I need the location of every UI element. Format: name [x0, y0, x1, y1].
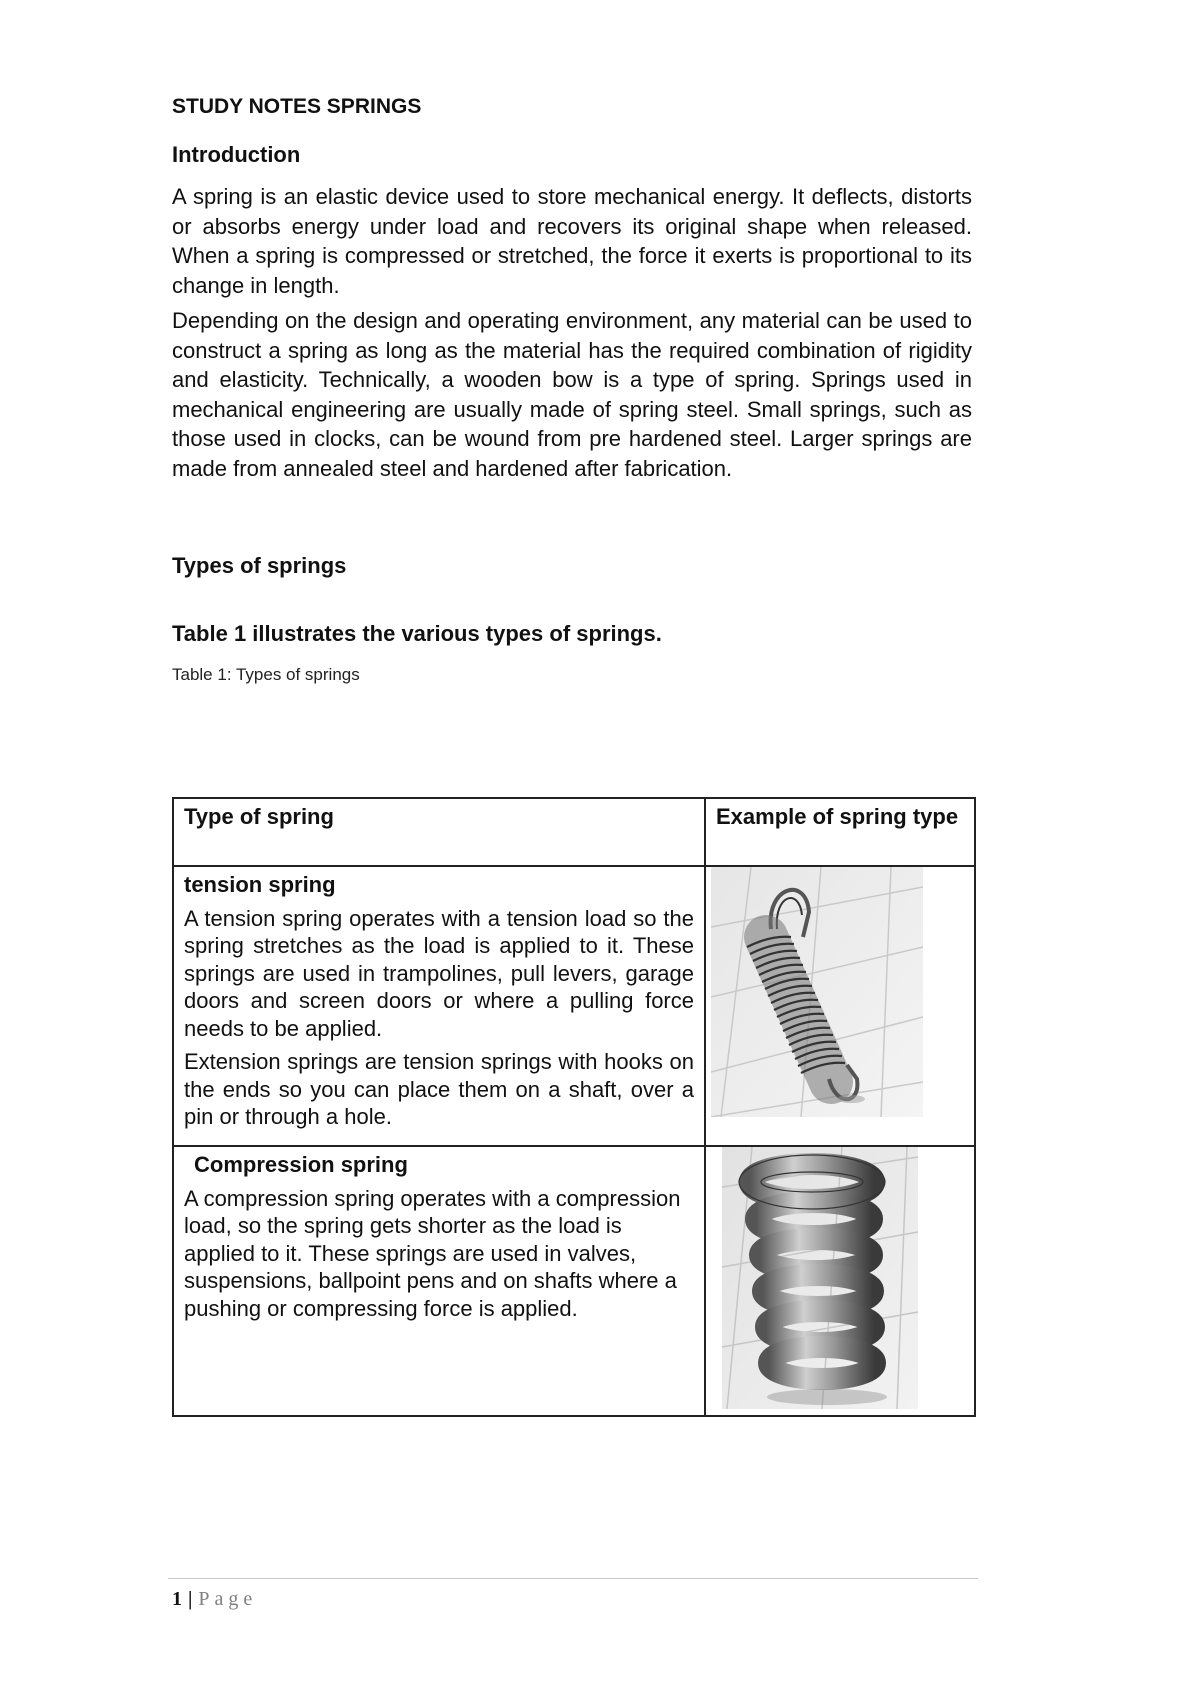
compression-spring-photo-icon [722, 1147, 918, 1409]
page-label: Page [198, 1588, 258, 1610]
tension-spring-title: tension spring [184, 872, 336, 897]
tension-spring-paragraph-2: Extension springs are tension springs with hooks on the ends so you can place them on a shaft, over a pin or through a hole. [184, 1049, 694, 1129]
tension-spring-description-cell [173, 866, 705, 1146]
introduction-heading: Introduction [172, 142, 301, 167]
page-number: 1 [172, 1588, 182, 1610]
page-footer [172, 1585, 257, 1613]
header-example-of-spring-type: Example of spring type [705, 798, 975, 866]
document-body [172, 92, 972, 687]
tension-spring-paragraph-1: A tension spring operates with a tension load so the spring stretches as the load is applied to it. These springs are used in trampolines, pull levers, garage doors and screen doors or where a pulling force needs to be applied. [184, 905, 694, 1041]
compression-spring-image-cell [705, 1146, 975, 1416]
types-of-springs-heading: Types of springs [172, 553, 347, 578]
table-header-row [173, 798, 975, 866]
table-row-compression-spring [173, 1146, 975, 1416]
compression-spring-paragraph-1: A compression spring operates with a compression load, so the spring gets shorter as the load is applied to it. These springs are used in valves, suspensions, ballpoint pens and on shafts where a pushing or compressing force is applied. [184, 1185, 681, 1321]
table-row-tension-spring [173, 866, 975, 1146]
compression-spring-description-cell [173, 1146, 705, 1416]
intro-paragraph-1: A spring is an elastic device used to store mechanical energy. It deflects, distorts or absorbs energy under load and recovers its original shape when released. When a spring is compressed or stretched, the force it exerts is proportional to its change in length. [172, 184, 972, 298]
table-caption: Table 1: Types of springs [172, 665, 360, 684]
types-of-springs-table [172, 797, 976, 1417]
intro-paragraph-2: Depending on the design and operating environment, any material can be used to construct a spring as long as the material has the required combination of rigidity and elasticity. Technically, a wooden bow is a type of spring. Springs used in mechanical engineering are usually made of spring steel. Small springs, such as those used in clocks, can be wound from pre hardened steel. Larger springs are made from annealed steel and hardened after fabrication. [172, 308, 972, 481]
document-title: STUDY NOTES SPRINGS [172, 95, 422, 118]
footer-separator: | [188, 1588, 193, 1610]
table-intro-text: Table 1 illustrates the various types of springs. [172, 621, 662, 646]
footer-divider [168, 1578, 978, 1579]
tension-spring-photo-icon [711, 867, 923, 1117]
header-type-of-spring: Type of spring [173, 798, 705, 866]
tension-spring-image-cell [705, 866, 975, 1146]
compression-spring-title: Compression spring [194, 1152, 408, 1177]
